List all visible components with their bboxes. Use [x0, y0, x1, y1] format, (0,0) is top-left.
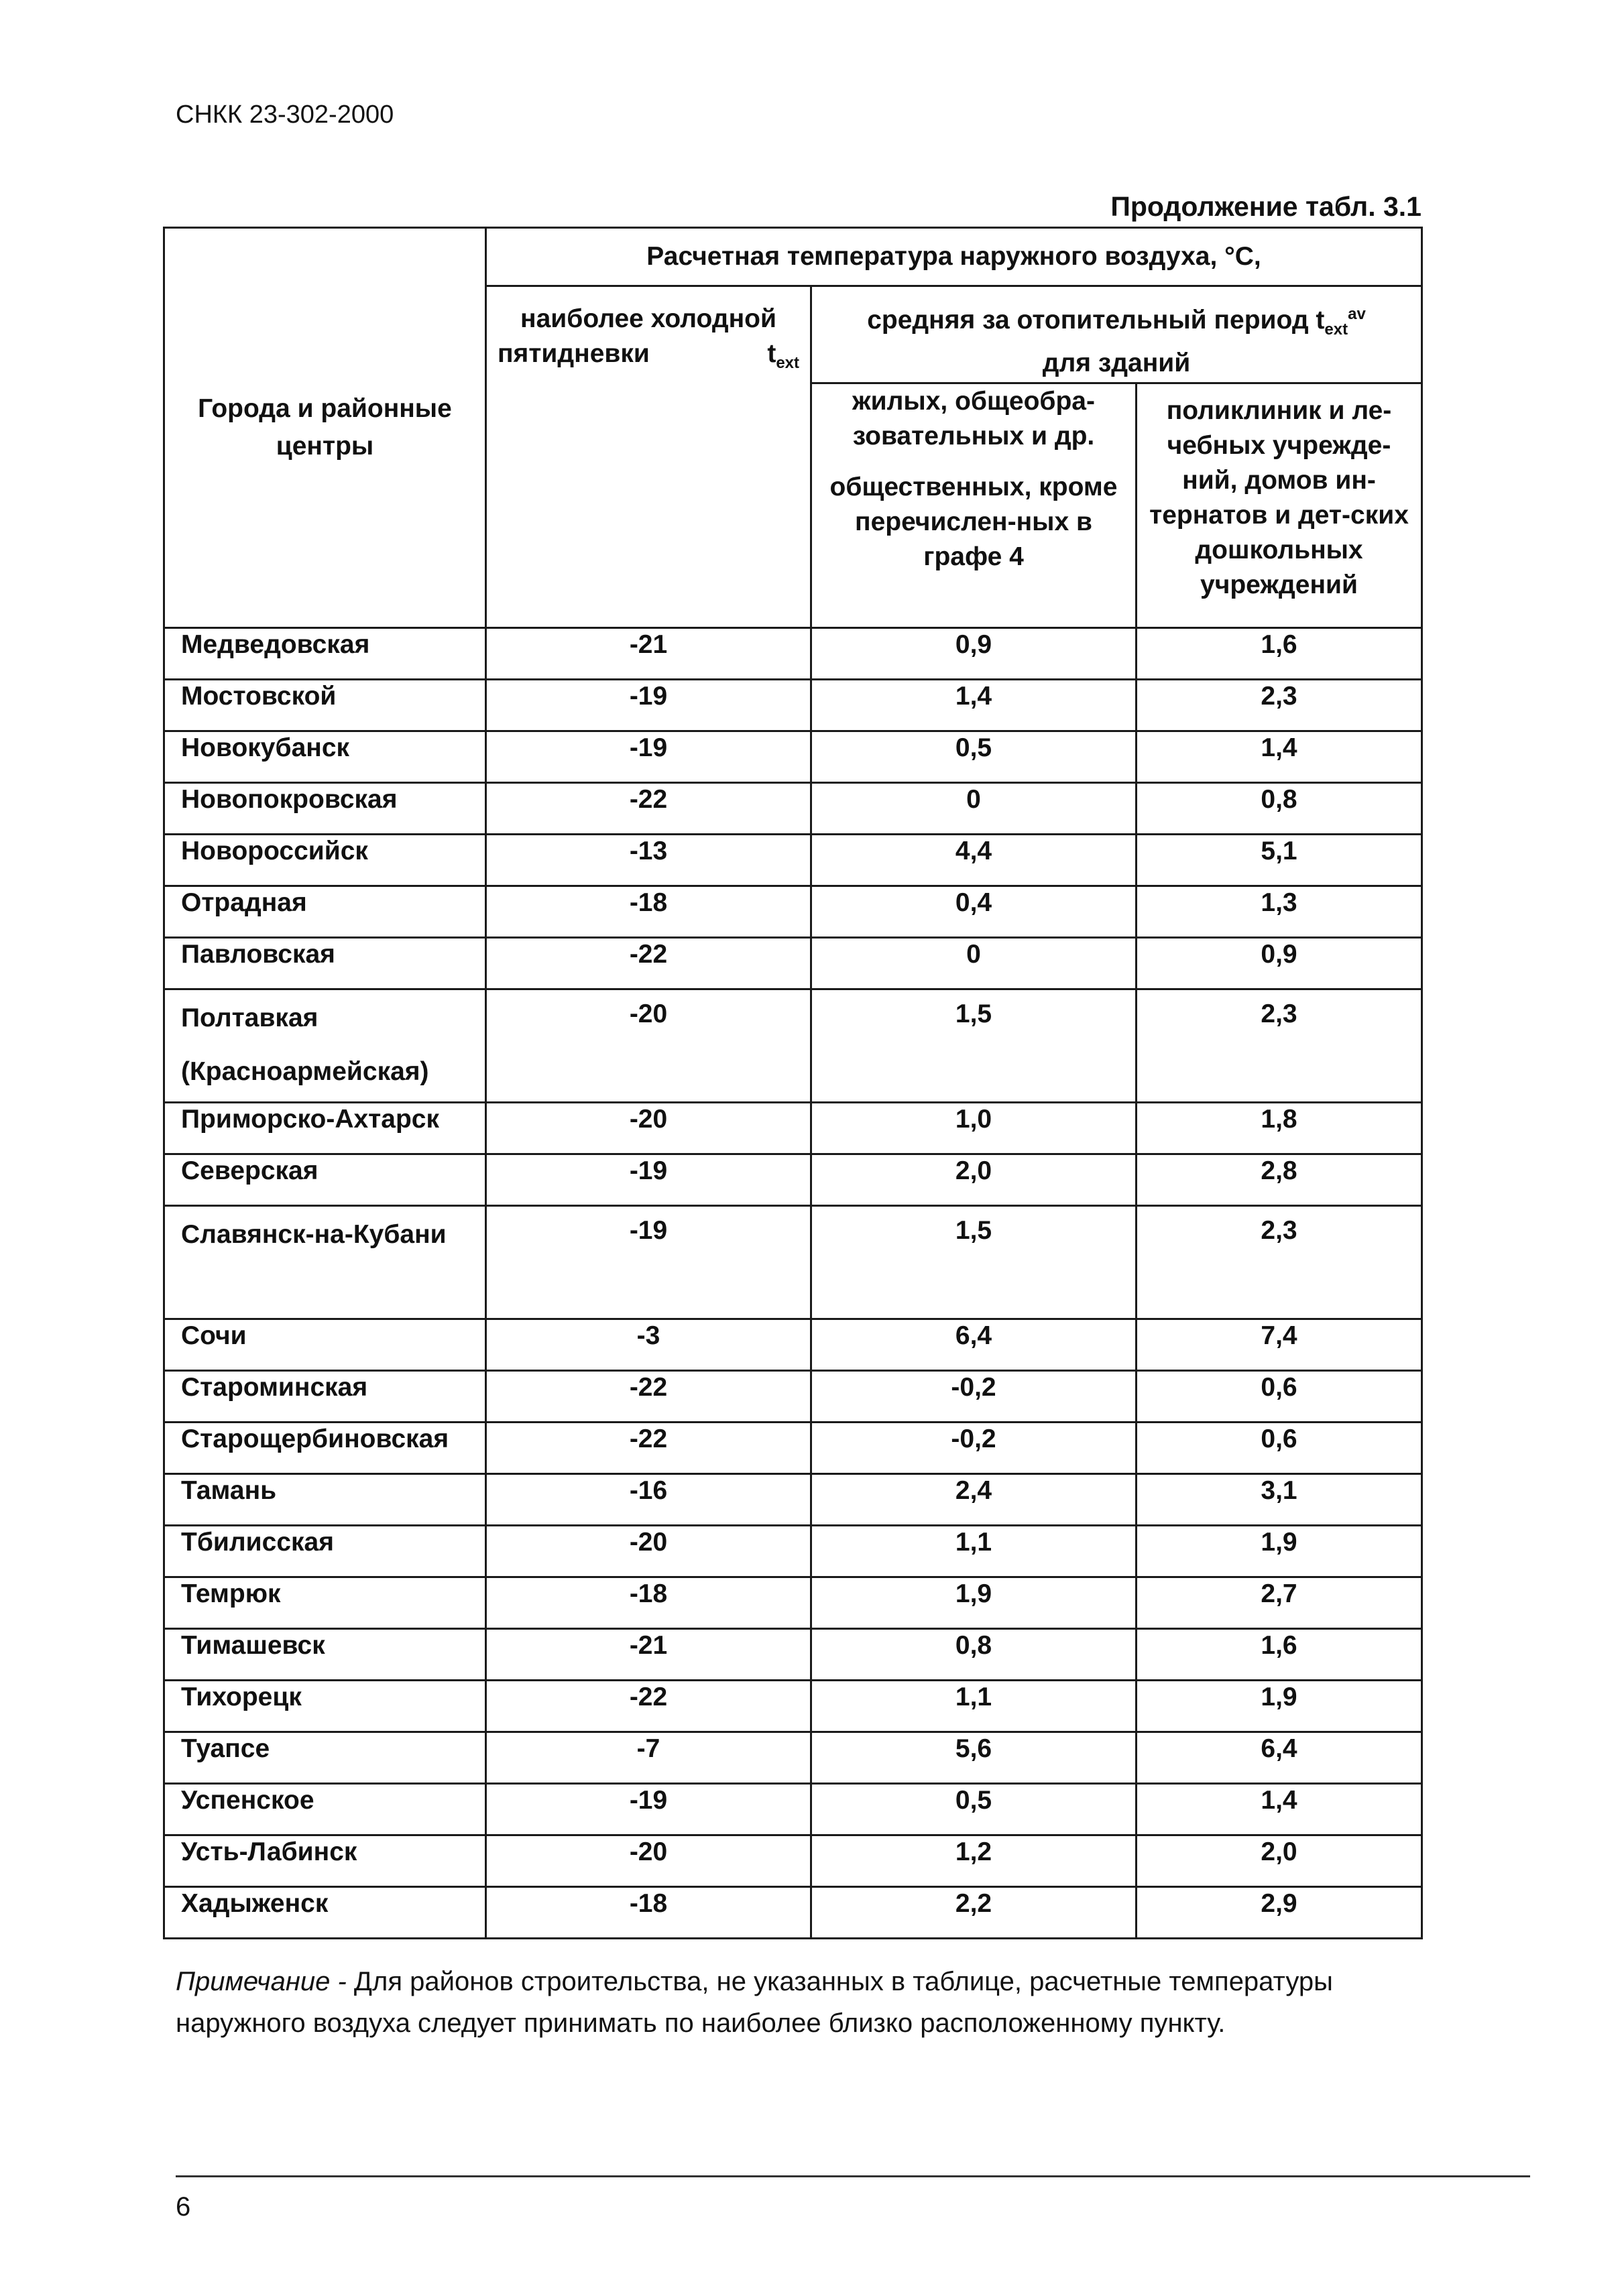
t-med-cell: 3,1 — [1137, 1474, 1422, 1526]
t-med-cell: 1,8 — [1137, 1103, 1422, 1154]
t5-cell: -18 — [486, 1887, 811, 1939]
t-res-cell: 0 — [811, 783, 1137, 835]
t-res-cell: 2,0 — [811, 1154, 1137, 1206]
t-med-cell: 1,6 — [1137, 1629, 1422, 1681]
t-med-cell: 2,8 — [1137, 1154, 1422, 1206]
note-label: Примечание - — [176, 1967, 347, 1996]
t-res-cell: 0,8 — [811, 1629, 1137, 1681]
t5-cell: -3 — [486, 1319, 811, 1371]
city-cell: Новопокровская — [164, 783, 486, 835]
table-row — [164, 1154, 1422, 1206]
t-med-cell: 1,9 — [1137, 1526, 1422, 1577]
t5-cell: -18 — [486, 1577, 811, 1629]
city-cell: Медведовская — [164, 628, 486, 680]
t5-cell: -19 — [486, 680, 811, 731]
t-res-cell: 0 — [811, 938, 1137, 989]
city-cell: Мостовской — [164, 680, 486, 731]
city-cell: Павловская — [164, 938, 486, 989]
city-cell: Славянск-на-Кубани — [164, 1206, 486, 1319]
t-res-cell: 4,4 — [811, 835, 1137, 886]
t-med-cell: 2,3 — [1137, 680, 1422, 731]
city-cell: Темрюк — [164, 1577, 486, 1629]
t-med-cell: 0,6 — [1137, 1371, 1422, 1423]
t-res-cell: -0,2 — [811, 1371, 1137, 1423]
t-res-cell: 1,2 — [811, 1835, 1137, 1887]
t-med-cell: 5,1 — [1137, 835, 1422, 886]
city-cell: Туапсе — [164, 1732, 486, 1784]
t-res-cell: 6,4 — [811, 1319, 1137, 1371]
city-cell: Полтавкая (Красноармейская) — [164, 989, 486, 1103]
city-cell: Успенское — [164, 1784, 486, 1835]
t-med-cell: 1,3 — [1137, 886, 1422, 938]
table-row — [164, 1423, 1422, 1474]
t-med-cell: 2,9 — [1137, 1887, 1422, 1939]
t-med-cell: 1,9 — [1137, 1681, 1422, 1732]
t5-cell: -13 — [486, 835, 811, 886]
table-row — [164, 628, 1422, 680]
table-row — [164, 1319, 1422, 1371]
table-row — [164, 1474, 1422, 1526]
footer-divider — [176, 2175, 1530, 2177]
header-residential-a: жилых, общеобра-зовательных и др. — [852, 387, 1095, 450]
header-temperature: Расчетная температура наружного воздуха, °С, — [486, 228, 1422, 286]
header-heating-period-text: средняя за отопительный период t — [867, 306, 1325, 335]
header-medical: поликлиник и ле-чебных учрежде-ний, домов ин-тернатов и дет-ских дошкольных учреждений — [1137, 383, 1422, 628]
t5-cell: -22 — [486, 938, 811, 989]
t-med-cell: 0,9 — [1137, 938, 1422, 989]
t-res-cell: 1,4 — [811, 680, 1137, 731]
city-cell: Староминская — [164, 1371, 486, 1423]
t-res-cell: 1,5 — [811, 989, 1137, 1103]
t-med-cell: 7,4 — [1137, 1319, 1422, 1371]
table-row — [164, 680, 1422, 731]
city-cell: Тбилисская — [164, 1526, 486, 1577]
t5-cell: -18 — [486, 886, 811, 938]
page-number: 6 — [176, 2192, 191, 2222]
table-row — [164, 1629, 1422, 1681]
t-res-cell: 1,5 — [811, 1206, 1137, 1319]
t-res-cell: 1,0 — [811, 1103, 1137, 1154]
header-coldest-five-days — [486, 286, 811, 628]
t5-cell: -20 — [486, 1526, 811, 1577]
t5-cell: -19 — [486, 1206, 811, 1319]
t-res-cell: 2,2 — [811, 1887, 1137, 1939]
city-cell: Хадыженск — [164, 1887, 486, 1939]
header-row-1 — [164, 228, 1422, 286]
t-res-cell: 0,5 — [811, 731, 1137, 783]
t-med-cell: 0,8 — [1137, 783, 1422, 835]
t-res-cell: 0,4 — [811, 886, 1137, 938]
t5-cell: -19 — [486, 1784, 811, 1835]
t-res-cell: 1,1 — [811, 1681, 1137, 1732]
header-city: Города и районные центры — [164, 228, 486, 628]
table-row — [164, 1577, 1422, 1629]
header-coldest-five-days-sub: ext — [776, 353, 799, 372]
t5-cell: -16 — [486, 1474, 811, 1526]
t5-cell: -21 — [486, 628, 811, 680]
header-heating-period-tail: для зданий — [1042, 348, 1191, 377]
city-cell: Северская — [164, 1154, 486, 1206]
table-row — [164, 835, 1422, 886]
t5-cell: -20 — [486, 1835, 811, 1887]
t5-cell: -19 — [486, 1154, 811, 1206]
city-cell: Тихорецк — [164, 1681, 486, 1732]
t-med-cell: 2,3 — [1137, 989, 1422, 1103]
table-row — [164, 731, 1422, 783]
t-med-cell: 1,4 — [1137, 1784, 1422, 1835]
t-res-cell: -0,2 — [811, 1423, 1137, 1474]
t-med-cell: 0,6 — [1137, 1423, 1422, 1474]
table-row — [164, 1784, 1422, 1835]
header-residential-b: общественных, кроме перечислен-ных в графе 4 — [829, 473, 1118, 571]
t-med-cell: 6,4 — [1137, 1732, 1422, 1784]
t-med-cell: 2,3 — [1137, 1206, 1422, 1319]
table-row — [164, 1103, 1422, 1154]
t-res-cell: 1,1 — [811, 1526, 1137, 1577]
city-cell: Новороссийск — [164, 835, 486, 886]
t-res-cell: 2,4 — [811, 1474, 1137, 1526]
city-cell: Тимашевск — [164, 1629, 486, 1681]
header-heating-period-average — [811, 286, 1422, 383]
t5-cell: -22 — [486, 1371, 811, 1423]
t5-cell: -22 — [486, 783, 811, 835]
city-cell: Отрадная — [164, 886, 486, 938]
table-row — [164, 1526, 1422, 1577]
header-heating-period-sup: av — [1348, 305, 1366, 323]
note-text: Для районов строительства, не указанных в таблице, расчетные температуры наружного воздуха следует принимать по наиболее близко расположенному пункту. — [176, 1967, 1333, 2038]
temperature-table — [163, 227, 1423, 1939]
city-cell: Усть-Лабинск — [164, 1835, 486, 1887]
table-row — [164, 989, 1422, 1103]
t5-cell: -20 — [486, 989, 811, 1103]
table-row — [164, 1206, 1422, 1319]
t5-cell: -20 — [486, 1103, 811, 1154]
t5-cell: -22 — [486, 1681, 811, 1732]
city-cell: Сочи — [164, 1319, 486, 1371]
table-row — [164, 1681, 1422, 1732]
t-med-cell: 1,4 — [1137, 731, 1422, 783]
table-row — [164, 1732, 1422, 1784]
t5-cell: -7 — [486, 1732, 811, 1784]
table-row — [164, 938, 1422, 989]
table-row — [164, 1371, 1422, 1423]
t-med-cell: 2,0 — [1137, 1835, 1422, 1887]
document-code: СНКК 23-302-2000 — [176, 101, 394, 129]
header-coldest-five-days-text: наиболее холодной пятидневки t — [498, 304, 776, 368]
city-cell: Тамань — [164, 1474, 486, 1526]
city-cell: Приморско-Ахтарск — [164, 1103, 486, 1154]
city-cell: Новокубанск — [164, 731, 486, 783]
t-res-cell: 1,9 — [811, 1577, 1137, 1629]
t-res-cell: 0,9 — [811, 628, 1137, 680]
header-heating-period-sub: ext — [1324, 320, 1348, 339]
t5-cell: -21 — [486, 1629, 811, 1681]
table-row — [164, 1835, 1422, 1887]
table-note — [176, 1961, 1426, 2044]
t-med-cell: 2,7 — [1137, 1577, 1422, 1629]
t5-cell: -19 — [486, 731, 811, 783]
t-res-cell: 5,6 — [811, 1732, 1137, 1784]
t-res-cell: 0,5 — [811, 1784, 1137, 1835]
city-cell: Старощербиновская — [164, 1423, 486, 1474]
table-row — [164, 783, 1422, 835]
table-row — [164, 1887, 1422, 1939]
t5-cell: -22 — [486, 1423, 811, 1474]
t-med-cell: 1,6 — [1137, 628, 1422, 680]
table-row — [164, 886, 1422, 938]
table-continuation-label: Продолжение табл. 3.1 — [1110, 191, 1422, 222]
header-residential — [811, 383, 1137, 628]
